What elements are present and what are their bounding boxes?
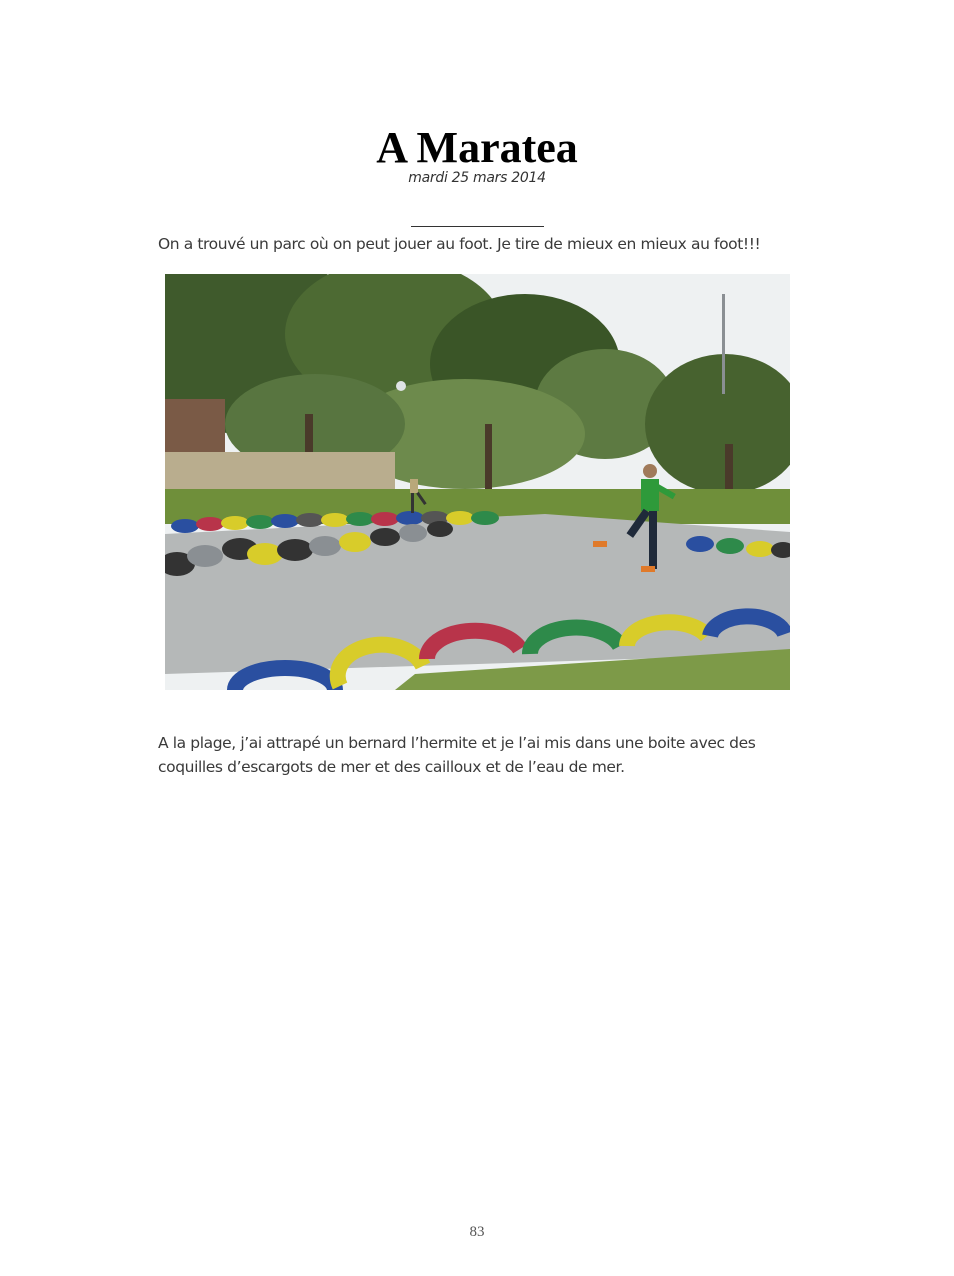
- post-date: mardi 25 mars 2014: [408, 170, 546, 186]
- page-title: A Maratea: [376, 123, 578, 172]
- paragraph-beach: A la plage, j’ai attrapé un bernard l’hermite et je l’ai mis dans une boite avec des coquilles d’escargots de mer et des cailloux et de l’eau de mer.: [158, 734, 756, 776]
- photo-stone-wall: [165, 452, 395, 494]
- photo-building: [165, 399, 225, 459]
- page-number: 83: [469, 1224, 485, 1240]
- divider: [411, 226, 544, 227]
- photo-lamp-post: [722, 294, 725, 394]
- park-photo: [165, 274, 790, 690]
- paragraph-football: On a trouvé un parc où on peut jouer au foot. Je tire de mieux en mieux au foot!!!: [158, 235, 761, 253]
